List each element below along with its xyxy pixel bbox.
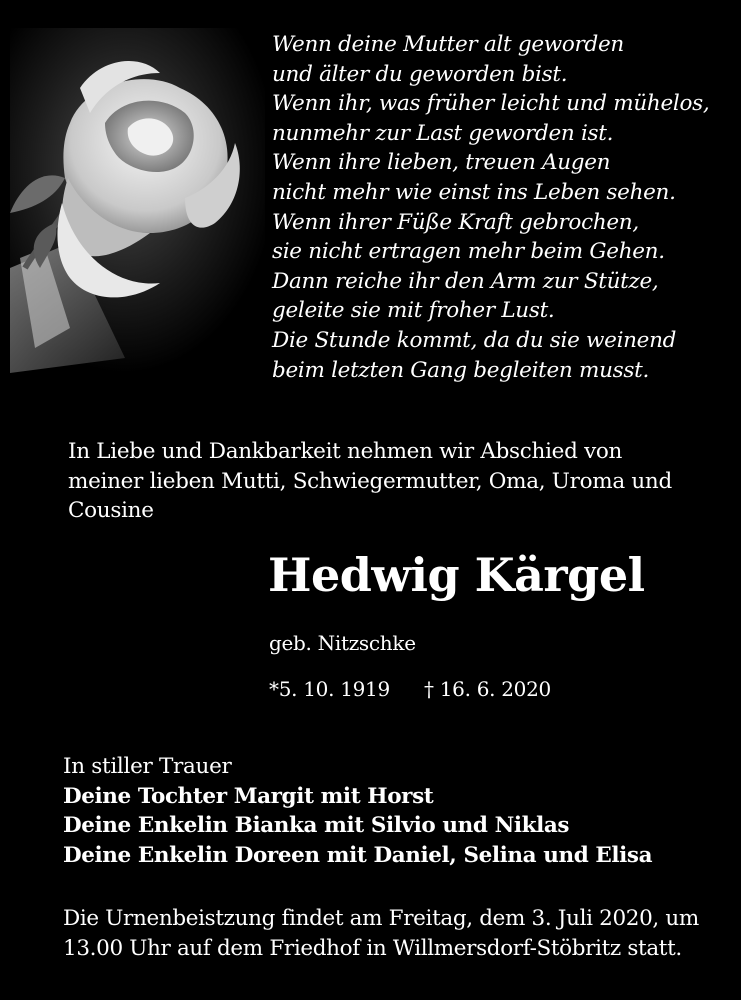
birth-date: *5. 10. 1919 [269, 677, 390, 701]
birth-name: geb. Nitzschke [269, 631, 416, 655]
poem-line: sie nicht ertragen mehr beim Gehen. [272, 239, 665, 265]
burial-line: Die Urnenbeistzung findet am Freitag, dem 3. Juli 2020, um [63, 906, 699, 931]
white-rose-image [10, 28, 265, 373]
poem-line: Wenn ihrer Füße Kraft gebrochen, [272, 209, 639, 235]
mourners [63, 752, 723, 870]
poem-line: Wenn ihre lieben, treuen Augen [272, 150, 611, 176]
burial-notice [63, 904, 733, 963]
mourner-line: Deine Enkelin Bianka mit Silvio und Niklas [63, 813, 570, 838]
poem-line: nicht mehr wie einst ins Leben sehen. [272, 179, 676, 205]
life-dates [269, 677, 551, 701]
poem-line: Dann reiche ihr den Arm zur Stütze, [272, 268, 659, 294]
mourning-lead: In stiller Trauer [63, 754, 232, 779]
death-date: † 16. 6. 2020 [423, 677, 551, 701]
poem-line: Die Stunde kommt, da du sie weinend [272, 327, 677, 353]
poem-line: Wenn deine Mutter alt geworden [272, 32, 624, 57]
burial-line: 13.00 Uhr auf dem Friedhof in Willmersdorf-Stöbritz statt. [63, 935, 682, 961]
poem-line: und älter du geworden bist. [272, 61, 568, 87]
poem-line: geleite sie mit froher Lust. [272, 298, 555, 324]
farewell-intro [68, 437, 718, 526]
mourner-line: Deine Tochter Margit mit Horst [63, 783, 434, 809]
rose-icon [10, 28, 265, 373]
poem-line: beim letzten Gang begleiten musst. [272, 357, 649, 383]
intro-line: meiner lieben Mutti, Schwiegermutter, Oma, Uroma und [68, 468, 672, 494]
intro-line: Cousine [68, 498, 154, 523]
poem-line: nunmehr zur Last geworden ist. [272, 120, 614, 146]
intro-line: In Liebe und Dankbarkeit nehmen wir Abschied von [68, 439, 623, 464]
poem [272, 30, 732, 385]
mourner-line: Deine Enkelin Doreen mit Daniel, Selina und Elisa [63, 842, 653, 868]
poem-line: Wenn ihr, was früher leicht und mühelos, [272, 91, 710, 117]
deceased-name: Hedwig Kärgel [268, 548, 645, 602]
